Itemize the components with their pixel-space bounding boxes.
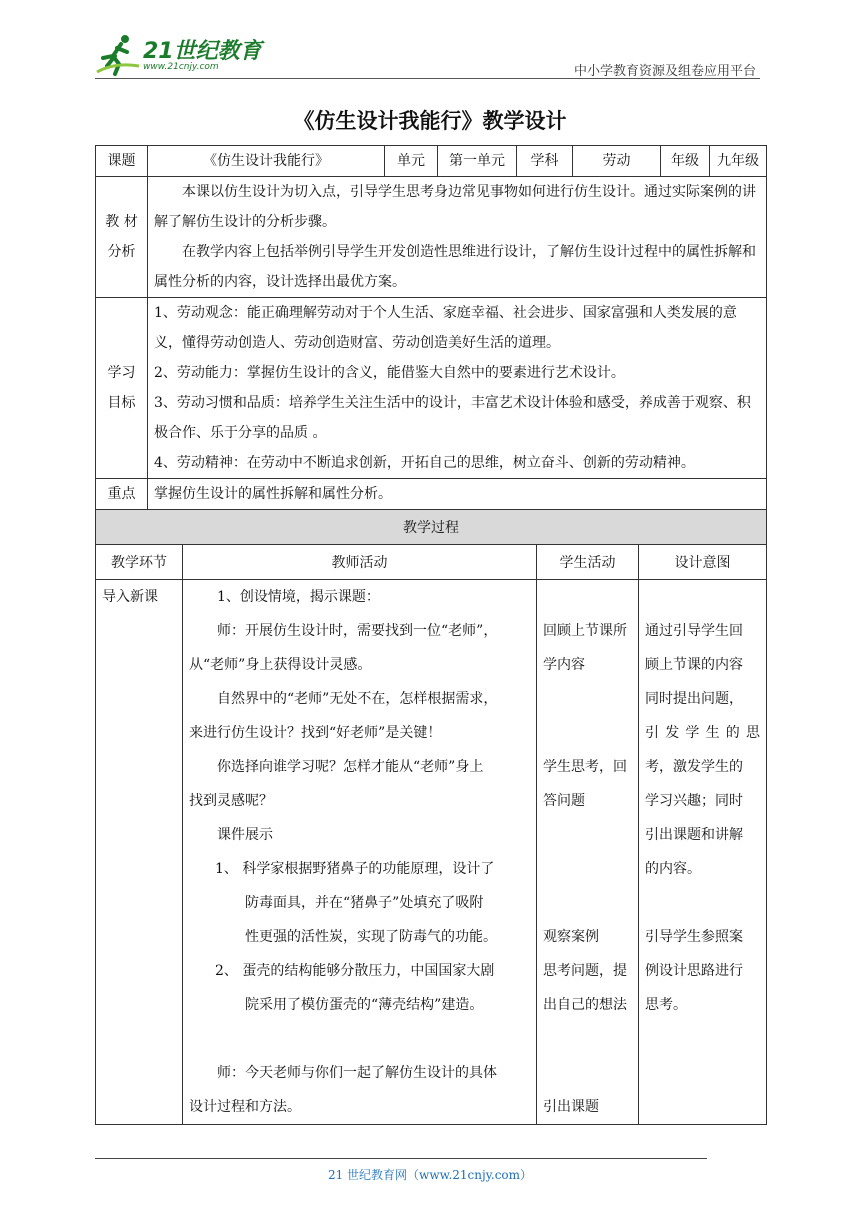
- stage-name: 导入新课: [102, 589, 158, 605]
- student-line: 观察案例: [543, 929, 599, 945]
- intent-line: 学习兴趣；同时: [645, 793, 743, 809]
- teacher-line: 自然界中的“老师”无处不在，怎样根据需求，: [217, 691, 498, 707]
- intent-line: 考，激发学生的: [645, 759, 743, 775]
- grade-value: 九年级: [710, 146, 767, 177]
- column-header: 教学环节: [96, 545, 183, 580]
- student-line: 回顾上节课所: [543, 623, 627, 639]
- key-label: 重点: [96, 479, 148, 510]
- intent-line: 的内容。: [645, 861, 701, 877]
- student-line: [543, 716, 632, 750]
- topic-value: 《仿生设计我能行》: [148, 146, 385, 177]
- logo-url: www.21cnjy.com: [143, 62, 219, 72]
- analysis-label: 教 材 分析: [96, 177, 148, 298]
- topic-row: [96, 146, 767, 177]
- teacher-line: 1、创设情境，揭示课题：: [217, 589, 380, 605]
- student-line: 出自己的想法: [543, 997, 627, 1013]
- unit-label: 单元: [385, 146, 438, 177]
- analysis-paragraph: 在教学内容上包括举例引导学生开发创造性思维进行设计，了解仿生设计过程中的属性拆解和属性分析的内容，设计选择出最优方案。: [154, 244, 756, 290]
- analysis-paragraph: 本课以仿生设计为切入点，引导学生思考身边常见事物如何进行仿生设计。通过实际案例的讲解了解仿生设计的分析步骤。: [154, 184, 756, 230]
- stage-cell: [96, 580, 183, 1125]
- teacher-line: 2、 蛋壳的结构能够分散压力，中国国家大剧: [215, 963, 495, 979]
- runner-logo-icon: [95, 32, 141, 76]
- student-line: 引出课题: [543, 1099, 599, 1115]
- goal-item: 4、劳动精神：在劳动中不断追求创新，开拓自己的思维，树立奋斗、创新的劳动精神。: [154, 455, 695, 471]
- subject-label: 学科: [517, 146, 573, 177]
- document-title: 《仿生设计我能行》教学设计: [293, 109, 567, 133]
- intent-line: 顾上节课的内容: [645, 657, 743, 673]
- process-title: 教学过程: [96, 510, 767, 545]
- goal-item: 2、劳动能力：掌握仿生设计的含义，能借鉴大自然中的要素进行艺术设计。: [154, 365, 625, 381]
- goal-item: 3、劳动习惯和品质：培养学生关注生活中的设计，丰富艺术设计体验和感受，养成善于观察、积极合作、乐于分享的品质 。: [154, 395, 751, 441]
- logo-text: 21世纪教育: [143, 39, 262, 64]
- goal-item: 1、劳动观念：能正确理解劳动对于个人生活、家庭幸福、社会进步、国家富强和人类发展的意义，懂得劳动创造人、劳动创造财富、劳动创造美好生活的道理。: [154, 305, 737, 351]
- student-line: [543, 886, 632, 920]
- logo: [95, 30, 265, 78]
- intent-line: 同时提出问题，: [645, 691, 743, 707]
- student-line: [543, 682, 632, 716]
- page-header: [95, 30, 760, 80]
- teacher-activity: [183, 580, 537, 1125]
- footer-divider: [95, 1158, 707, 1159]
- intent-line: 通过引导学生回: [645, 623, 743, 639]
- intent-line: 引导学生参照案: [645, 929, 743, 945]
- teacher-line: 来进行仿生设计？找到“好老师”是关键！: [189, 725, 442, 741]
- student-line: [543, 1056, 632, 1090]
- column-header: 教师活动: [183, 545, 537, 580]
- footer-text: 21 世纪教育网（www.21cnjy.com）: [327, 1168, 533, 1182]
- student-line: [543, 580, 632, 614]
- intent-line: [645, 580, 760, 614]
- student-line: [543, 818, 632, 852]
- process-stage-row: [96, 580, 767, 1125]
- column-header: 设计意图: [639, 545, 767, 580]
- student-line: 答问题: [543, 793, 585, 809]
- key-value: 掌握仿生设计的属性拆解和属性分析。: [148, 479, 767, 510]
- grade-label: 年级: [661, 146, 710, 177]
- info-table: [95, 145, 767, 541]
- process-table: [95, 509, 767, 1125]
- intent-line: 引出课题和讲解: [645, 827, 743, 843]
- student-line: 学内容: [543, 657, 585, 673]
- design-intent: [639, 580, 767, 1125]
- process-column-headers: [96, 545, 767, 580]
- teacher-line: 防毒面具，并在“猪鼻子”处填充了吸附: [245, 895, 484, 911]
- analysis-content: [148, 177, 767, 298]
- goals-content: [148, 298, 767, 479]
- teacher-line: 设计过程和方法。: [189, 1099, 301, 1115]
- teacher-line: 课件展示: [217, 827, 273, 843]
- student-line: 学生思考，回: [543, 759, 627, 775]
- header-divider: [95, 78, 760, 79]
- teacher-line: 师：开展仿生设计时，需要找到一位“老师”，: [217, 623, 498, 639]
- student-activity: [537, 580, 639, 1125]
- key-row: [96, 479, 767, 510]
- intent-line: 引发学生的思: [645, 725, 760, 741]
- teacher-line: [189, 1022, 530, 1056]
- teacher-line: 从“老师”身上获得设计灵感。: [189, 657, 372, 673]
- teacher-line: 找到灵感呢？: [189, 793, 273, 809]
- subject-value: 劳动: [573, 146, 661, 177]
- intent-line: 思考。: [645, 997, 687, 1013]
- student-line: [543, 1022, 632, 1056]
- intent-line: [645, 886, 760, 920]
- teacher-line: 1、 科学家根据野猪鼻子的功能原理，设计了: [215, 861, 495, 877]
- teacher-line: 性更强的活性炭，实现了防毒气的功能。: [245, 929, 497, 945]
- teacher-line: 你选择向谁学习呢？怎样才能从“老师”身上: [217, 759, 484, 775]
- intent-line: 例设计思路进行: [645, 963, 743, 979]
- unit-value: 第一单元: [438, 146, 517, 177]
- goals-row: [96, 298, 767, 479]
- student-line: [543, 852, 632, 886]
- goals-label: 学习 目标: [96, 298, 148, 479]
- student-line: 思考问题，提: [543, 963, 627, 979]
- process-title-row: [96, 510, 767, 545]
- analysis-row: [96, 177, 767, 298]
- platform-name: 中小学教育资源及组卷应用平台: [573, 64, 756, 79]
- column-header: 学生活动: [537, 545, 639, 580]
- topic-label: 课题: [96, 146, 148, 177]
- teacher-line: 院采用了模仿蛋壳的“薄壳结构”建造。: [245, 997, 484, 1013]
- teacher-line: 师：今天老师与你们一起了解仿生设计的具体: [217, 1065, 497, 1081]
